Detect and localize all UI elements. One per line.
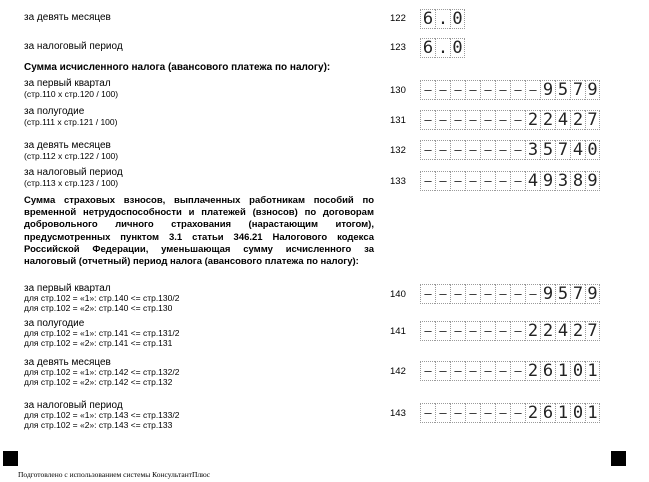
cell: – <box>510 80 525 100</box>
cond2-row-142: для стр.102 = «2»: стр.142 <= стр.132 <box>24 377 173 387</box>
cell: – <box>450 284 465 304</box>
label-row-133: за налоговый период <box>24 167 123 178</box>
cell: . <box>435 38 450 58</box>
code-141: 141 <box>390 326 406 337</box>
cell: 2 <box>540 321 555 341</box>
cell: 6 <box>420 9 435 29</box>
label-row-122: за девять месяцев <box>24 12 111 23</box>
code-142: 142 <box>390 366 406 377</box>
cell: 4 <box>555 110 570 130</box>
cells-122 <box>420 9 465 29</box>
cond1-row-143: для стр.102 = «1»: стр.143 <= стр.133/2 <box>24 410 180 420</box>
cell: – <box>465 321 480 341</box>
cell: – <box>525 284 540 304</box>
cell: – <box>435 284 450 304</box>
cell: – <box>450 321 465 341</box>
label-row-141: за полугодие <box>24 318 85 329</box>
cell: – <box>450 171 465 191</box>
cell: – <box>420 140 435 160</box>
cell: – <box>510 110 525 130</box>
cell: – <box>480 140 495 160</box>
cells-131 <box>420 110 600 130</box>
label-row-143: за налоговый период <box>24 400 123 411</box>
cell: – <box>450 140 465 160</box>
cell: – <box>495 361 510 381</box>
cell: 0 <box>570 403 585 423</box>
registration-mark-right <box>611 451 626 466</box>
cond2-row-143: для стр.102 = «2»: стр.143 <= стр.133 <box>24 420 173 430</box>
cells-141 <box>420 321 600 341</box>
cell: 6 <box>540 361 555 381</box>
cell: 9 <box>540 171 555 191</box>
cell: – <box>420 403 435 423</box>
cell: 1 <box>555 361 570 381</box>
cells-140 <box>420 284 600 304</box>
cell: – <box>525 80 540 100</box>
cell: – <box>465 171 480 191</box>
cell: 9 <box>540 80 555 100</box>
cell: 6 <box>420 38 435 58</box>
code-130: 130 <box>390 85 406 96</box>
cell: 0 <box>450 38 465 58</box>
formula-row-131: (стр.111 х стр.121 / 100) <box>24 117 118 127</box>
cell: 0 <box>450 9 465 29</box>
cell: 9 <box>585 284 600 304</box>
cells-133 <box>420 171 600 191</box>
cond2-row-140: для стр.102 = «2»: стр.140 <= стр.130 <box>24 303 173 313</box>
label-row-123: за налоговый период <box>24 41 123 52</box>
cell: 7 <box>555 140 570 160</box>
cell: – <box>465 284 480 304</box>
code-133: 133 <box>390 176 406 187</box>
cell: – <box>420 171 435 191</box>
cell: 1 <box>585 361 600 381</box>
cell: 0 <box>570 361 585 381</box>
cell: – <box>420 361 435 381</box>
cell: – <box>495 110 510 130</box>
cell: – <box>435 321 450 341</box>
cell: – <box>465 361 480 381</box>
label-row-132: за девять месяцев <box>24 140 111 151</box>
cell: 7 <box>585 321 600 341</box>
cell: 7 <box>570 80 585 100</box>
cells-142 <box>420 361 600 381</box>
section2-paragraph: Сумма страховых взносов, выплаченных работникам пособий по временной нетрудоспособности и платежей (взносов) по договорам добровольного личного страхования (нарастающим итогом), предусмотренных пунктом 3.1 статьи 346.21 Налогового кодекса Российской Федерации, уменьшающая сумму исчисленного за налоговый (отчетный) период налога (авансового платежа по налогу): <box>24 195 374 268</box>
cell: 9 <box>585 80 600 100</box>
code-132: 132 <box>390 145 406 156</box>
cell: 5 <box>555 80 570 100</box>
cell: – <box>450 361 465 381</box>
code-140: 140 <box>390 289 406 300</box>
cell: – <box>465 80 480 100</box>
cell: – <box>510 403 525 423</box>
cell: – <box>495 80 510 100</box>
cell: – <box>480 110 495 130</box>
cell: 3 <box>525 140 540 160</box>
cell: – <box>420 110 435 130</box>
cell: 7 <box>585 110 600 130</box>
cell: 2 <box>525 361 540 381</box>
cell: – <box>465 110 480 130</box>
cell: – <box>465 403 480 423</box>
cells-130 <box>420 80 600 100</box>
cells-132 <box>420 140 600 160</box>
cell: – <box>510 284 525 304</box>
cell: – <box>495 403 510 423</box>
cell: – <box>435 361 450 381</box>
cell: 9 <box>585 171 600 191</box>
cell: – <box>480 80 495 100</box>
cell: – <box>465 140 480 160</box>
cell: . <box>435 9 450 29</box>
cell: 7 <box>570 284 585 304</box>
cell: 2 <box>570 110 585 130</box>
cell: 3 <box>555 171 570 191</box>
cell: – <box>435 171 450 191</box>
cell: 4 <box>555 321 570 341</box>
formula-row-133: (стр.113 х стр.123 / 100) <box>24 178 119 188</box>
section1-heading: Сумма исчисленного налога (авансового платежа по налогу): <box>24 62 331 73</box>
cell: – <box>510 140 525 160</box>
cells-123 <box>420 38 465 58</box>
cell: – <box>480 321 495 341</box>
code-122: 122 <box>390 13 406 24</box>
cell: – <box>420 284 435 304</box>
registration-mark-left <box>3 451 18 466</box>
cell: 5 <box>555 284 570 304</box>
cell: – <box>510 171 525 191</box>
label-row-142: за девять месяцев <box>24 357 111 368</box>
footer-text: Подготовлено с использованием системы КонсультантПлюс <box>18 470 211 479</box>
cond1-row-142: для стр.102 = «1»: стр.142 <= стр.132/2 <box>24 367 180 377</box>
cell: – <box>450 403 465 423</box>
code-131: 131 <box>390 115 406 126</box>
cell: – <box>510 321 525 341</box>
cell: – <box>495 140 510 160</box>
code-123: 123 <box>390 42 406 53</box>
cell: – <box>435 140 450 160</box>
cell: 2 <box>525 110 540 130</box>
cell: – <box>495 321 510 341</box>
cell: – <box>435 403 450 423</box>
cell: 2 <box>525 403 540 423</box>
cell: 2 <box>525 321 540 341</box>
cell: 6 <box>540 403 555 423</box>
cond1-row-140: для стр.102 = «1»: стр.140 <= стр.130/2 <box>24 293 180 303</box>
cell: – <box>420 321 435 341</box>
cell: 4 <box>525 171 540 191</box>
code-143: 143 <box>390 408 406 419</box>
label-row-140: за первый квартал <box>24 283 111 294</box>
cell: – <box>480 171 495 191</box>
cell: 5 <box>540 140 555 160</box>
cell: – <box>480 284 495 304</box>
cell: – <box>480 403 495 423</box>
cells-143 <box>420 403 600 423</box>
cell: – <box>435 110 450 130</box>
cell: – <box>420 80 435 100</box>
cell: – <box>495 171 510 191</box>
cell: – <box>495 284 510 304</box>
formula-row-130: (стр.110 х стр.120 / 100) <box>24 89 119 99</box>
cell: 2 <box>570 321 585 341</box>
cell: – <box>480 361 495 381</box>
cell: 1 <box>555 403 570 423</box>
cell: 1 <box>585 403 600 423</box>
cell: – <box>510 361 525 381</box>
cell: – <box>450 80 465 100</box>
formula-row-132: (стр.112 х стр.122 / 100) <box>24 151 119 161</box>
label-row-130: за первый квартал <box>24 78 111 89</box>
cond1-row-141: для стр.102 = «1»: стр.141 <= стр.131/2 <box>24 328 180 338</box>
cell: 2 <box>540 110 555 130</box>
cell: 4 <box>570 140 585 160</box>
cell: – <box>450 110 465 130</box>
cell: 8 <box>570 171 585 191</box>
cell: 9 <box>540 284 555 304</box>
cell: – <box>435 80 450 100</box>
cell: 0 <box>585 140 600 160</box>
cond2-row-141: для стр.102 = «2»: стр.141 <= стр.131 <box>24 338 173 348</box>
label-row-131: за полугодие <box>24 106 85 117</box>
